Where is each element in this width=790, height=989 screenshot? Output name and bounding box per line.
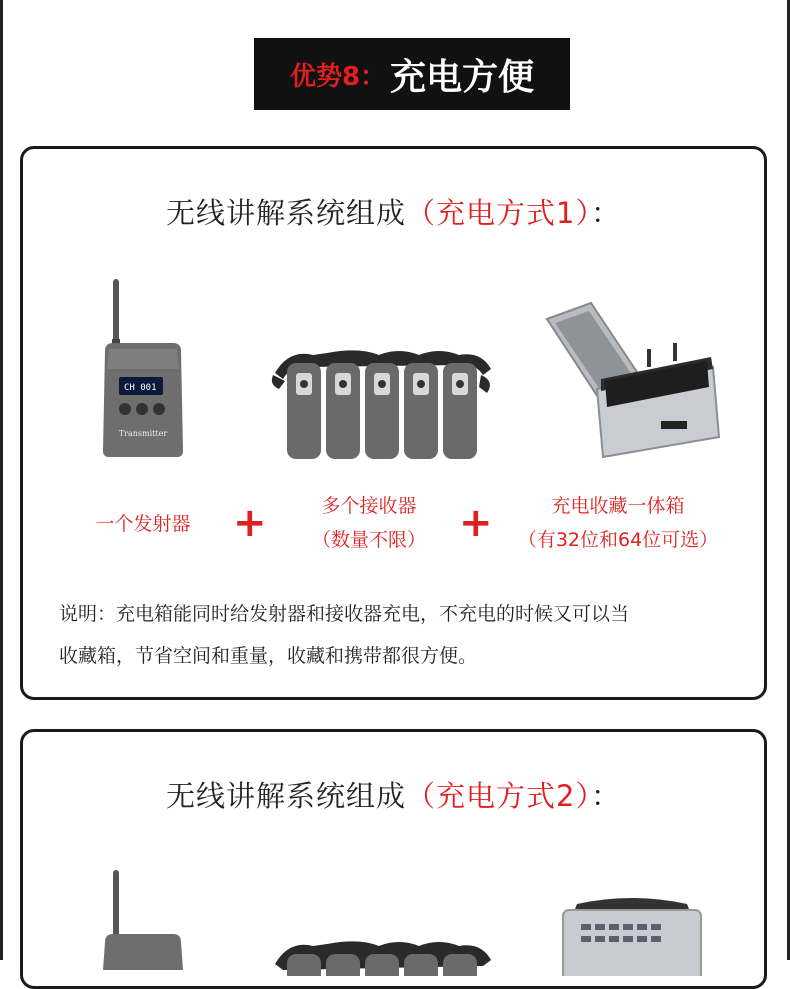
charging-case-label-line1: 充电收藏一体箱 [551, 495, 685, 517]
receivers-label [281, 489, 457, 557]
transmitter-image [97, 870, 189, 970]
transmitter-label [63, 507, 223, 541]
transmitter-image [97, 279, 189, 464]
charging-method-2-card [20, 729, 767, 989]
transmitter-device-label: Transmitter [118, 429, 168, 438]
receivers-label-line2: （数量不限） [311, 529, 426, 551]
banner-tag: 优势8： [289, 61, 387, 92]
transmitter-label-line1: 一个发射器 [95, 513, 191, 535]
charging-method-1-card [20, 146, 767, 700]
banner-title: 充电方便 [390, 56, 535, 98]
left-edge [0, 0, 3, 960]
charging-case-image [557, 896, 707, 976]
heading-prefix: 无线讲解系统组成 [166, 779, 407, 813]
heading-prefix: 无线讲解系统组成 [166, 196, 407, 230]
advantage-banner [254, 38, 570, 110]
heading-highlight: （充电方式2） [406, 779, 591, 813]
charging-case-image [543, 299, 723, 459]
charging-case-label-line2: （有32位和64位可选） [517, 529, 719, 551]
plus-sign: + [233, 500, 267, 546]
plus-sign: + [459, 500, 493, 546]
note-line1: 说明：充电箱能同时给发射器和接收器充电，不充电的时候又可以当 [59, 603, 630, 625]
section-heading [23, 774, 764, 815]
section-heading [23, 191, 764, 232]
charging-case-label [503, 489, 733, 557]
heading-highlight: （充电方式1） [406, 196, 591, 230]
heading-suffix: ： [590, 196, 621, 230]
receivers-label-line1: 多个接收器 [321, 495, 417, 517]
receivers-image [269, 936, 497, 976]
description-note [59, 593, 734, 677]
heading-suffix: ： [590, 779, 621, 813]
receivers-image [269, 345, 497, 463]
note-line2: 收藏箱，节省空间和重量，收藏和携带都很方便。 [59, 645, 478, 667]
transmitter-screen-text: CH 001 [124, 383, 157, 393]
